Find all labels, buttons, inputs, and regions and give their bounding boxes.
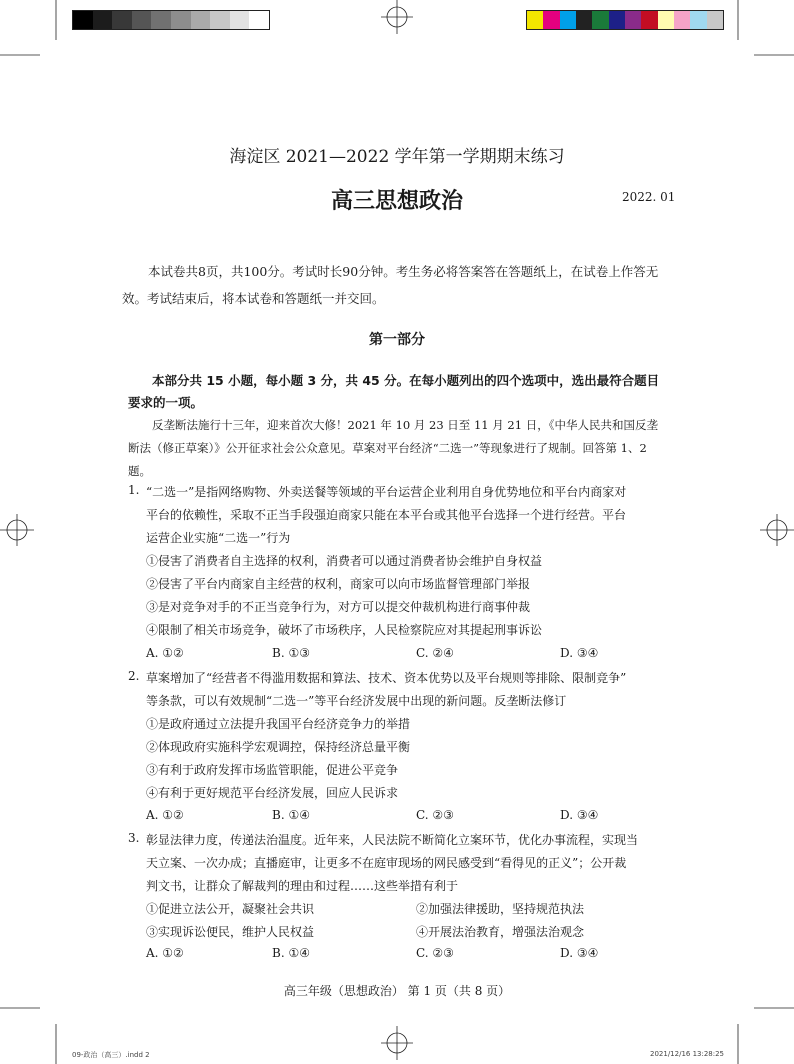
option-d[interactable]: D. ③④ xyxy=(560,808,599,822)
statement-item: ②加强法律援助，坚持规范执法 xyxy=(416,902,585,916)
question-stem-line: 判文书，让群众了解裁判的理由和过程……这些举措有利于 xyxy=(146,879,459,893)
part-instructions: 本部分共 15 小题，每小题 3 分，共 45 分。在每小题列出的四个选项中，选出最符合题目要求的一项。 xyxy=(128,373,660,410)
reading-material: 反垄断法施行十三年，迎来首次大修！2021 年 10 月 23 日至 11 月 21 日，《中华人民共和国反垄断法（修正草案）》公开征求社会公众意见。草案对平台经济“二选一”等现象进行了规制。回答第 1、2 题。 xyxy=(128,418,658,478)
option-b[interactable]: B. ①④ xyxy=(272,808,310,822)
option-b[interactable]: B. ①③ xyxy=(272,646,310,660)
print-timestamp: 2021/12/16 13:28:25 xyxy=(650,1050,725,1058)
subject-title: 高三思想政治 xyxy=(330,189,463,214)
option-a[interactable]: A. ①② xyxy=(146,946,184,960)
question-stem-line: 平台的依赖性，采取不正当手段强迫商家只能在本平台或其他平台选择一个进行经营。平台 xyxy=(146,508,627,522)
statement-item: ②体现政府实施科学宏观调控，保持经济总量平衡 xyxy=(146,740,411,754)
question-number: 1. xyxy=(128,483,140,497)
question-number: 3. xyxy=(128,831,140,845)
exam-instructions: 本试卷共8页，共100分。考试时长90分钟。考生务必将答案答在答题纸上，在试卷上作答无效。考试结束后，将本试卷和答题纸一并交回。 xyxy=(122,264,659,306)
option-b[interactable]: B. ①④ xyxy=(272,946,310,960)
option-c[interactable]: C. ②④ xyxy=(416,646,454,660)
page-footer: 高三年级（思想政治） 第 1 页（共 8 页） xyxy=(283,984,511,998)
question-number: 2. xyxy=(128,669,140,683)
statement-item: ①促进立法公开，凝聚社会共识 xyxy=(146,902,315,916)
statement-item: ③有利于政府发挥市场监管职能，促进公平竞争 xyxy=(146,763,399,777)
statement-item: ①是政府通过立法提升我国平台经济竞争力的举措 xyxy=(146,717,411,731)
question-stem-line: 天立案、一次办成；直播庭审，让更多不在庭审现场的网民感受到“看得见的正义”；公开裁 xyxy=(146,856,627,870)
option-c[interactable]: C. ②③ xyxy=(416,946,454,960)
exam-date: 2022. 01 xyxy=(622,190,676,204)
question-stem-line: “二选一”是指网络购物、外卖送餐等领域的平台运营企业利用自身优势地位和平台内商家对 xyxy=(146,485,627,499)
question-stem-line: 草案增加了“经营者不得滥用数据和算法、技术、资本优势以及平台规则等排除、限制竞争” xyxy=(146,671,627,685)
part-title: 第一部分 xyxy=(369,332,425,348)
option-d[interactable]: D. ③④ xyxy=(560,946,599,960)
exam-title: 海淀区 2021—2022 学年第一学期期末练习 xyxy=(229,147,565,167)
statement-item: ①侵害了消费者自主选择的权利，消费者可以通过消费者协会维护自身权益 xyxy=(146,554,543,568)
statement-item: ③是对竞争对手的不正当竞争行为，对方可以提交仲裁机构进行商事仲裁 xyxy=(146,600,531,614)
statement-item: ④限制了相关市场竞争，破坏了市场秩序，人民检察院应对其提起刑事诉讼 xyxy=(146,623,543,637)
question-stem-line: 等条款，可以有效规制“二选一”等平台经济发展中出现的新问题。反垄断法修订 xyxy=(146,694,567,708)
option-c[interactable]: C. ②③ xyxy=(416,808,454,822)
question-stem-line: 彰显法律力度，传递法治温度。近年来，人民法院不断简化立案环节，优化办事流程，实现当 xyxy=(146,833,639,847)
statement-item: ④开展法治教育，增强法治观念 xyxy=(416,925,585,939)
statement-item: ③实现诉讼便民，维护人民权益 xyxy=(146,925,315,939)
option-d[interactable]: D. ③④ xyxy=(560,646,599,660)
print-file-name: 09-政治（高三）.indd 2 xyxy=(72,1051,150,1059)
question-stem-line: 运营企业实施“二选一”行为 xyxy=(146,531,291,545)
option-a[interactable]: A. ①② xyxy=(146,808,184,822)
statement-item: ②侵害了平台内商家自主经营的权利，商家可以向市场监督管理部门举报 xyxy=(146,577,531,591)
option-a[interactable]: A. ①② xyxy=(146,646,184,660)
statement-item: ④有利于更好规范平台经济发展，回应人民诉求 xyxy=(146,786,399,800)
